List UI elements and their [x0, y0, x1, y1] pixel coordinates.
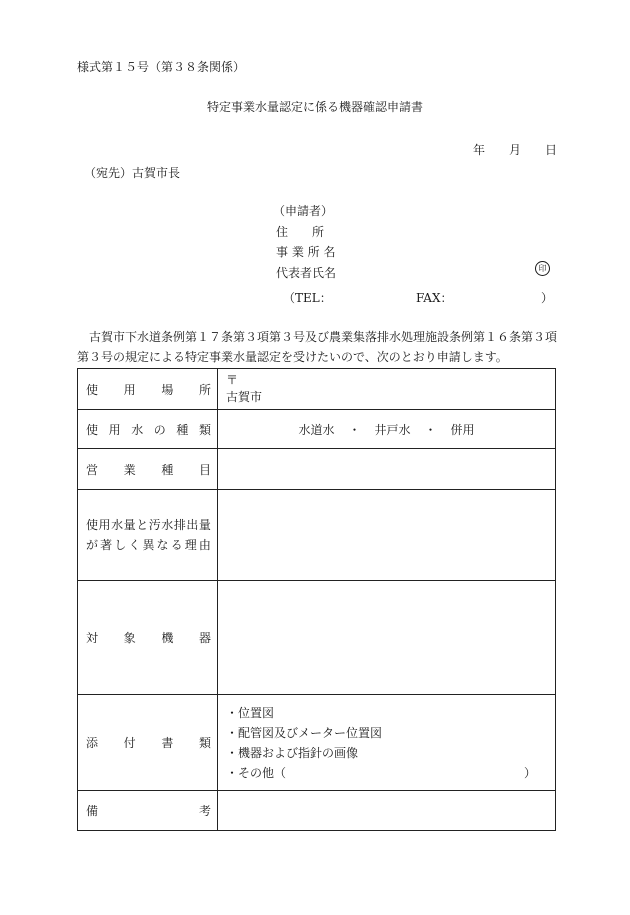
- addressee: （宛先）古賀市長: [84, 166, 181, 180]
- date-day-label: 日: [545, 143, 558, 157]
- contact-close-paren: ）: [541, 291, 554, 305]
- label-attachments: 添 付 書 類: [78, 695, 218, 791]
- date-year-label: 年: [473, 143, 486, 157]
- option-tap-water[interactable]: 水道水: [298, 422, 335, 437]
- form-number: 様式第１５号（第３８条関係）: [77, 60, 246, 74]
- postal-mark: 〒: [226, 373, 239, 387]
- seal-mark: 印: [535, 261, 550, 276]
- attachment-item[interactable]: ・配管図及びメーター位置図: [226, 725, 383, 740]
- row-remarks: [78, 791, 556, 831]
- tel-label: （TEL：: [283, 291, 332, 305]
- attachment-item[interactable]: ・機器および指針の画像: [226, 745, 359, 760]
- option-separator: ・: [348, 422, 361, 437]
- reason-field[interactable]: [218, 490, 556, 581]
- attachment-other[interactable]: ・その他（ ）: [226, 765, 537, 780]
- attachments-field: [218, 695, 556, 791]
- office-name-label: 事 業 所 名: [276, 245, 336, 259]
- address-label: 住 所: [276, 225, 325, 239]
- application-statement: 古賀市下水道条例第１７条第３項第３号及び農業集落排水処理施設条例第１６条第３項第３号の規定による特定事業水量認定を受けたいので、次のとおり申請します。: [77, 330, 558, 364]
- application-table: [77, 368, 556, 831]
- fax-label: FAX：: [416, 291, 453, 305]
- row-equipment: [78, 581, 556, 695]
- row-location: [78, 369, 556, 410]
- row-reason: [78, 490, 556, 581]
- applicant-heading: （申請者）: [273, 204, 334, 218]
- business-type-field[interactable]: [218, 449, 556, 490]
- label-water-type: 使 用 水 の 種 類: [78, 410, 218, 449]
- row-business: [78, 449, 556, 490]
- remarks-field[interactable]: [218, 791, 556, 831]
- representative-label: 代表者氏名: [276, 266, 337, 280]
- document-title: 特定事業水量認定に係る機器確認申請書: [206, 100, 423, 114]
- row-water-type: [78, 410, 556, 449]
- water-type-field[interactable]: [218, 410, 556, 449]
- option-combined[interactable]: 併用: [450, 422, 475, 437]
- label-location: 使 用 場 所: [78, 369, 218, 410]
- location-field[interactable]: [218, 369, 556, 410]
- label-remarks: 備 考: [78, 791, 218, 831]
- label-reason: 使 用 水 量 と 汚 水 排 出 量 が 著 し く 異 な る 理 由: [78, 490, 218, 581]
- label-equipment: 対 象 機 器: [78, 581, 218, 695]
- option-well-water[interactable]: 井戸水: [374, 422, 411, 437]
- row-attachments: [78, 695, 556, 791]
- equipment-field[interactable]: [218, 581, 556, 695]
- date-month-label: 月: [509, 143, 522, 157]
- label-business-type: 営 業 種 目: [78, 449, 218, 490]
- option-separator: ・: [424, 422, 437, 437]
- attachment-item[interactable]: ・位置図: [226, 705, 275, 720]
- location-value: 古賀市: [226, 390, 263, 404]
